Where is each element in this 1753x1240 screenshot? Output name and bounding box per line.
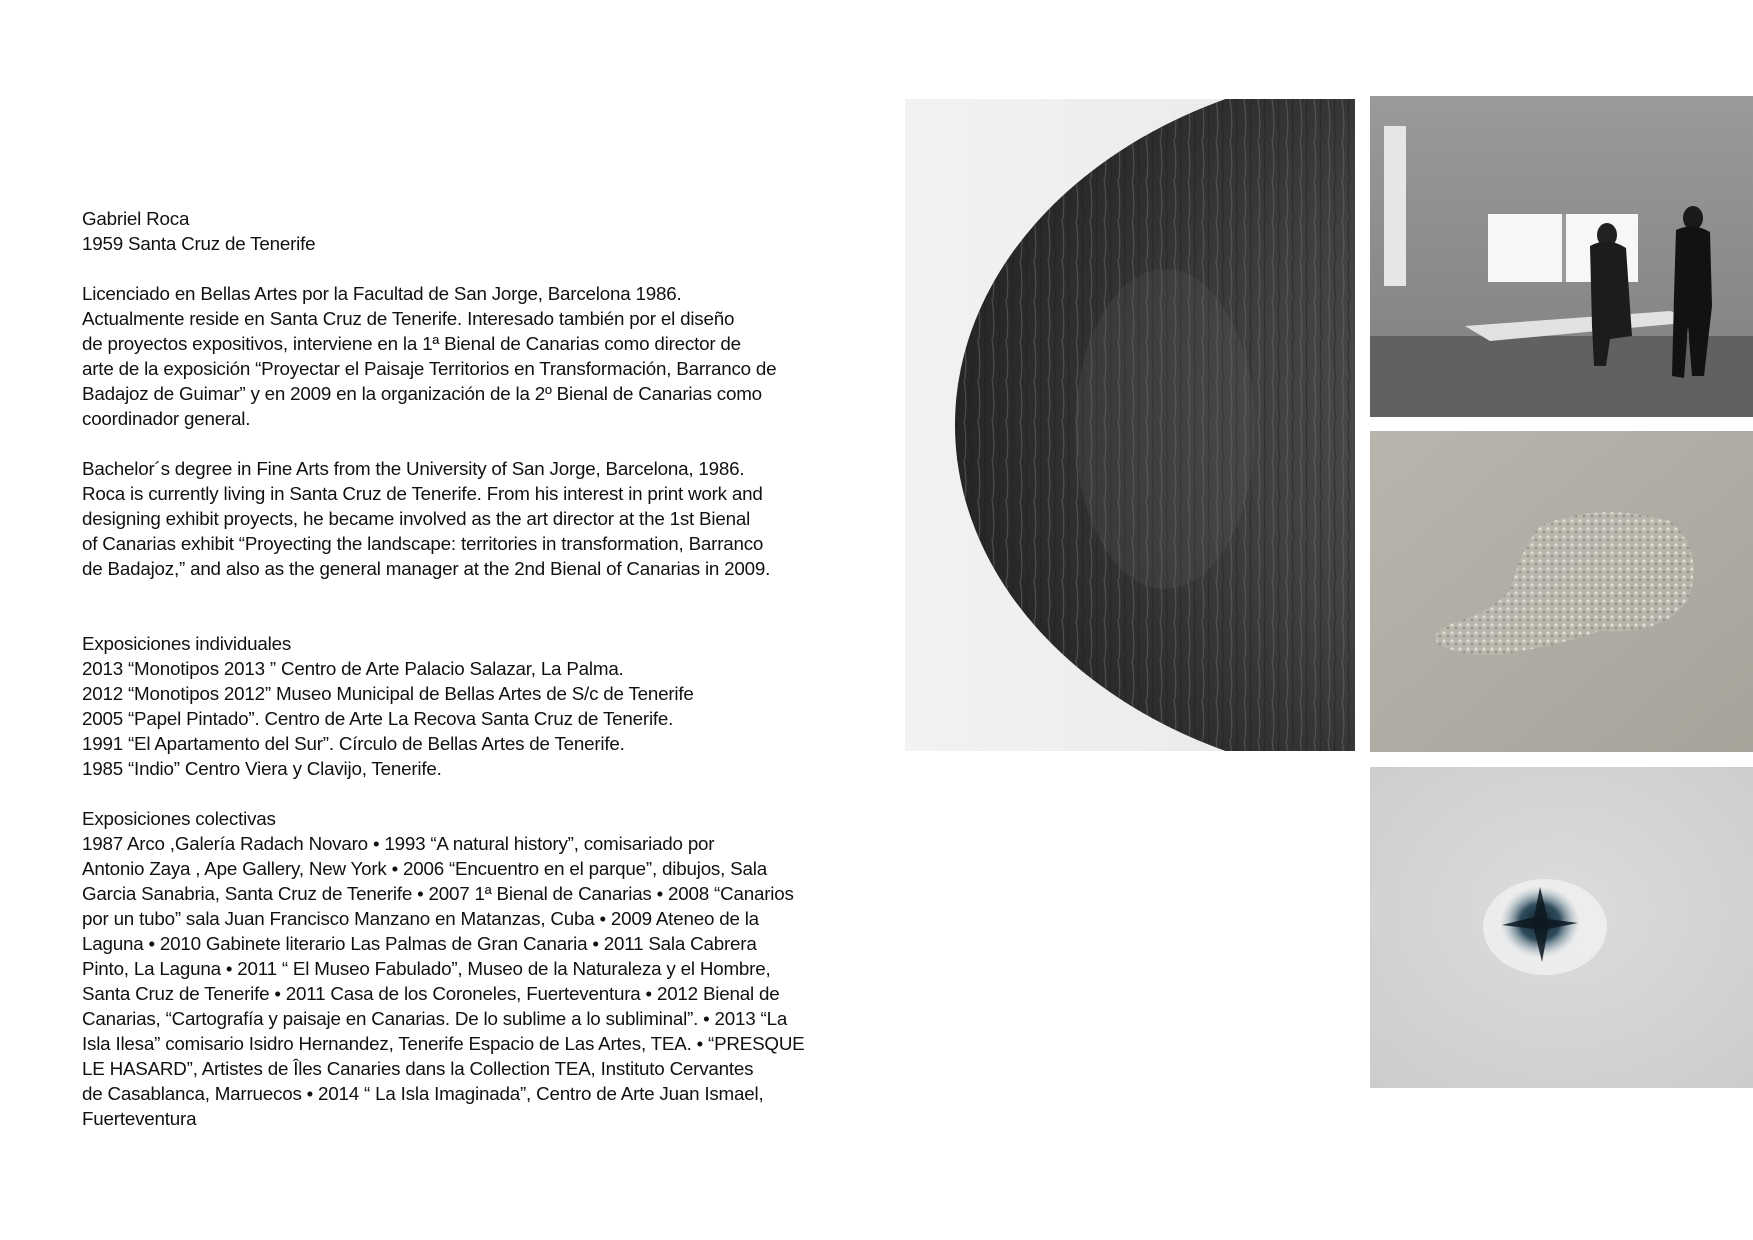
collective-line: Laguna • 2010 Gabinete literario Las Palmas de Gran Canaria • 2011 Sala Cabrera [82,933,757,954]
exhibition-item: 2013 “Monotipos 2013 ” Centro de Arte Palacio Salazar, La Palma. [82,658,624,679]
collective-line: por un tubo” sala Juan Francisco Manzano en Matanzas, Cuba • 2009 Ateneo de la [82,908,759,929]
collective-line: Fuerteventura [82,1108,197,1129]
photo-gallery-visitors [1370,96,1753,417]
collective-line: Canarias, “Cartografía y paisaje en Canarias. De lo sublime a lo subliminal”. • 2013 “La [82,1008,788,1029]
exhibition-item: 1985 “Indio” Centro Viera y Clavijo, Tenerife. [82,758,442,779]
artist-name: Gabriel Roca [82,208,190,229]
exhibition-item: 2012 “Monotipos 2012” Museo Municipal de Bellas Artes de S/c de Tenerife [82,683,694,704]
photo-dark-textured-disc [905,99,1355,751]
photo-relief-texture [1370,431,1753,752]
photo-pierced-paper [1370,767,1753,1088]
bio-es-line: arte de la exposición “Proyectar el Paisaje Territorios en Transformación, Barranco de [82,358,777,379]
bio-en-line: de Badajoz,” and also as the general manager at the 2nd Bienal of Canarias in 2009. [82,558,771,579]
bio-es-line: de proyectos expositivos, interviene en la 1ª Bienal de Canarias como director de [82,333,741,354]
bio-en-line: Roca is currently living in Santa Cruz de Tenerife. From his interest in print work and [82,483,763,504]
collective-line: Santa Cruz de Tenerife • 2011 Casa de los Coroneles, Fuerteventura • 2012 Bienal de [82,983,780,1004]
artist-birth: 1959 Santa Cruz de Tenerife [82,233,316,254]
section-heading: Exposiciones individuales [82,633,292,654]
collective-line: de Casablanca, Marruecos • 2014 “ La Isla Imaginada”, Centro de Arte Juan Ismael, [82,1083,764,1104]
bio-es-line: coordinador general. [82,408,251,429]
individual-exhibitions [82,631,822,781]
collective-line: Garcia Sanabria, Santa Cruz de Tenerife • 2007 1ª Bienal de Canarias • 2008 “Canarios [82,883,794,904]
collective-line: Isla Ilesa” comisario Isidro Hernandez, Tenerife Espacio de Las Artes, TEA. • “PRESQUE [82,1033,805,1054]
collective-line: Pinto, La Laguna • 2011 “ El Museo Fabulado”, Museo de la Naturaleza y el Hombre, [82,958,771,979]
biography-text [82,206,822,1131]
bio-es-line: Badajoz de Guimar” y en 2009 en la organización de la 2º Bienal de Canarias como [82,383,762,404]
bio-es-line: Licenciado en Bellas Artes por la Facultad de San Jorge, Barcelona 1986. [82,283,682,304]
section-heading: Exposiciones colectivas [82,808,276,829]
collective-line: 1987 Arco ,Galería Radach Novaro • 1993 “A natural history”, comisariado por [82,833,715,854]
collective-line: LE HASARD”, Artistes de Îles Canaries dans la Collection TEA, Instituto Cervantes [82,1058,754,1079]
bio-en-line: Bachelor´s degree in Fine Arts from the University of San Jorge, Barcelona, 1986. [82,458,745,479]
bio-english [82,456,822,581]
bio-spanish [82,281,822,431]
collective-line: Antonio Zaya , Ape Gallery, New York • 2006 “Encuentro en el parque”, dibujos, Sala [82,858,767,879]
exhibition-item: 2005 “Papel Pintado”. Centro de Arte La Recova Santa Cruz de Tenerife. [82,708,674,729]
bio-es-line: Actualmente reside en Santa Cruz de Tenerife. Interesado también por el diseño [82,308,735,329]
bio-en-line: of Canarias exhibit “Proyecting the landscape: territories in transformation, Barranco [82,533,764,554]
exhibition-item: 1991 “El Apartamento del Sur”. Círculo de Bellas Artes de Tenerife. [82,733,625,754]
collective-exhibitions [82,806,822,1131]
bio-en-line: designing exhibit proyects, he became involved as the art director at the 1st Bienal [82,508,751,529]
